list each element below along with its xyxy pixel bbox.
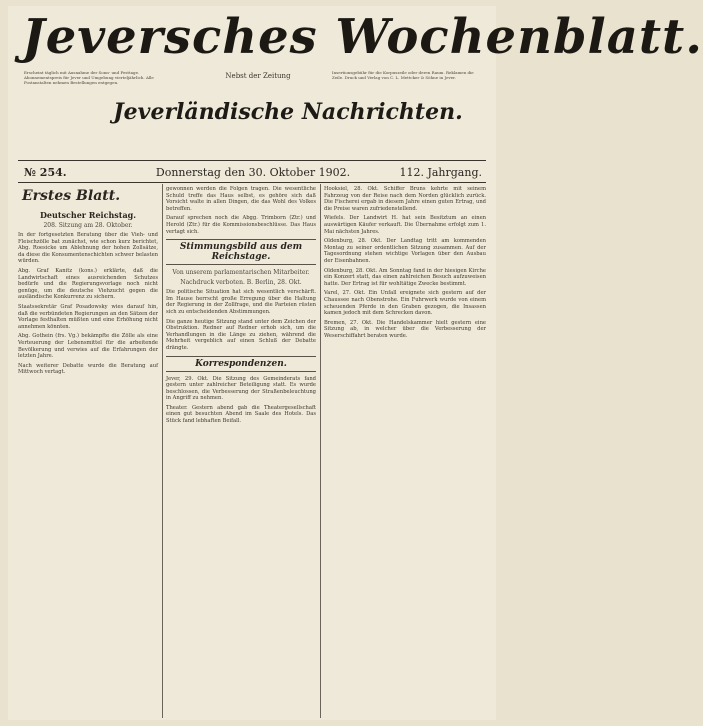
article-paragraph: Theater. Gestern abend gab die Theatergesellschaft einen gut besuchten Abend im Saale des Hotels. Das Stück fand lebhaften Beifall. — [166, 404, 316, 425]
article-paragraph: Nach weiterer Debatte wurde die Beratung auf Mittwoch vertagt. — [18, 362, 158, 376]
article-paragraph: Bremen, 27. Okt. Die Handelskammer hielt gestern eine Sitzung ab, in welcher über die Verbesserung der Weserschiffahrt beraten wurde. — [324, 319, 486, 339]
dateline — [18, 164, 486, 182]
article-paragraph: Darauf sprechen noch die Abgg. Trimborn (Ztr.) und Herold (Ztr.) für die Kommissionsbeschlüsse. Das Haus vertagt sich. — [166, 215, 316, 235]
issue-number: № 254. — [24, 166, 67, 179]
article-paragraph: Wiefels. Der Landwirt H. hat sein Besitztum an einen auswärtigen Käufer verkauft. Die Übernahme erfolgt zum 1. Mai nächsten Jahres. — [324, 215, 486, 235]
article-paragraph: Abg. Gothein (frs. Vg.) bekämpfte die Zölle als eine Verteuerung der Lebensmittel für die arbeitende Bevölkerung und verwies auf die Erfahrungen der letzten Jahre. — [18, 333, 158, 360]
article-heading: Korrespondenzen. — [166, 356, 316, 372]
article-heading: Deutscher Reichstag. — [39, 210, 137, 220]
article-paragraph: Die ganze heutige Sitzung stand unter dem Zeichen der Obstruktion. Redner auf Redner erhob sich, um die Verhandlungen in die Länge zu ziehen, während die Mehrheit vergeblich auf einen Schluß der Debatte drängte. — [166, 318, 316, 351]
masthead-center-note: Nebst der Zeitung — [225, 72, 291, 80]
column-divider — [320, 184, 321, 718]
column-3 — [324, 186, 486, 716]
masthead-left-note: Erscheint täglich mit Ausnahme der Sonn- und Festtage. Abonnementspreis für Jever und Umgebung vierteljährlich. Alle Postanstalten nehmen Bestellungen entgegen. — [24, 70, 154, 85]
article-paragraph: Varel, 27. Okt. Ein Unfall ereignete sich gestern auf der Chaussee nach Obenstrohe. Ein Fuhrwerk wurde von einem scheuenden Pferde in den Graben gezogen, die Insassen kamen jedoch mit dem Schrecken davon. — [324, 290, 486, 317]
masthead-subtitle: Jeverländische Nachrichten. — [113, 99, 463, 125]
article-dateline: Nachdruck verboten. B. Berlin, 28. Okt. — [180, 279, 302, 287]
column-2 — [166, 186, 316, 716]
divider — [18, 182, 486, 183]
newspaper-page — [8, 6, 703, 720]
article-paragraph: Hooksiel, 28. Okt. Schiffer Bruns kehrte mit seinem Fahrzeug von der Reise nach dem Norden glücklich zurück. Die Fischerei ergab in diesem Jahre einen guten Ertrag, und die Preise waren zufriedenstellend. — [324, 186, 486, 212]
article-paragraph: Oldenburg, 28. Okt. Am Sonntag fand in der hiesigen Kirche ein Konzert statt, das einen zahlreichen Besuch aufzuweisen hatte. Der Ertrag ist für wohltätige Zwecke bestimmt. — [324, 267, 486, 287]
article-subheading: 208. Sitzung am 28. Oktober. — [43, 222, 133, 229]
issue-year: 112. Jahrgang. — [399, 166, 482, 179]
article-paragraph: Jever, 29. Okt. Die Sitzung des Gemeinderats fand gestern unter zahlreicher Beteiligung statt. Es wurde beschlossen, die Verbesserung der Straßenbeleuchtung in Angriff zu nehmen. — [166, 375, 316, 402]
article-paragraph: In der fortgesetzten Beratung über die Vieh- und Fleischzölle bat zunächst, wie schon kurz berichtet, Abg. Roesicke um Ablehnung der hohen Zollsätze, da diese die Konsumentenschichten schwer belasten würden. — [18, 232, 158, 265]
article-paragraph: Staatssekretär Graf Posadowsky wies darauf hin, daß die verbündeten Regierungen an den Sätzen der Vorlage festhalten müßten und eine Erhöhung nicht annehmen könnten. — [18, 303, 158, 330]
article-paragraph: gewonnen werden die Folgen tragen. Die wesentliche Schuld treffe das Haus selbst, es gehöre sich daß Vorsicht walte in allen Dingen, die das Wohl des Volkes betreffen. — [166, 186, 316, 212]
issue-date: Donnerstag den 30. Oktober 1902. — [155, 166, 351, 179]
column-divider — [162, 184, 163, 718]
article-paragraph: Die politische Situation hat sich wesentlich verschärft. Im Hause herrscht große Erregung über die Haltung der Regierung in der Zollfrage, und die Parteien rüsten sich zu entscheidenden Abstimmungen. — [166, 289, 316, 315]
section-heading: Erstes Blatt. — [22, 188, 121, 204]
masthead-right-note: Insertionsgebühr für die Korpuszeile oder deren Raum. Reklamen die Zeile. Druck und Verlag von C. L. Mettcker & Söhne in Jever. — [332, 70, 474, 80]
article-subheading: Von unserem parlamentarischen Mitarbeiter. — [172, 269, 310, 277]
masthead-title: Jeversches Wochenblatt. — [22, 9, 703, 65]
article-heading: Stimmungsbild aus dem Reichstage. — [166, 239, 316, 265]
divider — [18, 160, 486, 161]
column-1 — [18, 186, 158, 716]
article-paragraph: Abg. Graf Kanitz (kons.) erklärte, daß die Landwirtschaft eines ausreichenden Schutzes bedürfe und die Regierungsvorlage noch nicht genüge, um die deutsche Viehzucht gegen die ausländische Konkurrenz zu sichern. — [18, 267, 158, 301]
article-paragraph: Oldenburg, 28. Okt. Der Landtag tritt am kommenden Montag zu seiner ordentlichen Sitzung zusammen. Auf der Tagesordnung stehen wichtige Vorlagen über den Ausbau der Eisenbahnen. — [324, 238, 486, 264]
